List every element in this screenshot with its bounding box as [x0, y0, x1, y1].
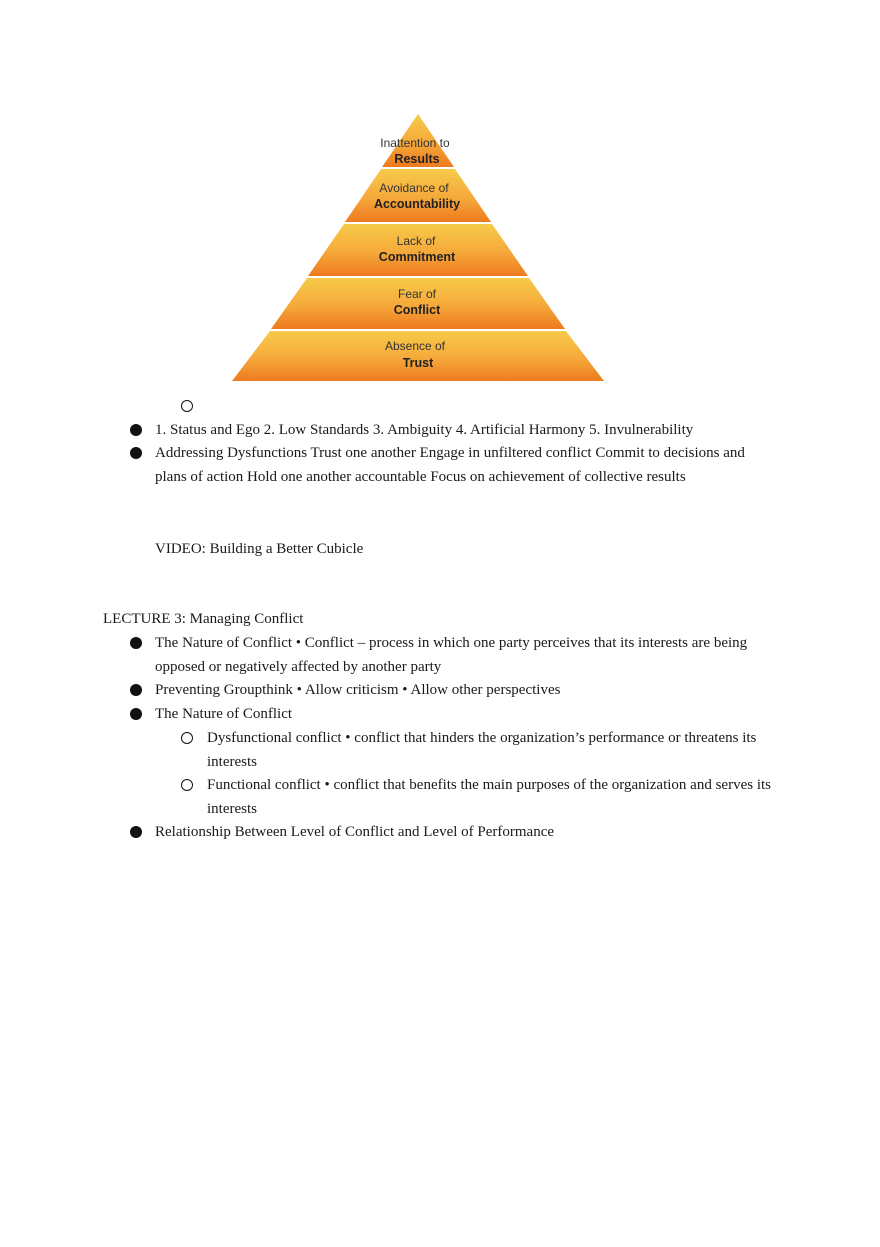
- addressing-dysfunctions-line-1: Addressing Dysfunctions Trust one another Engage in unfiltered conflict Commit to decisions and: [155, 445, 745, 461]
- conflict-performance-relationship-item: Relationship Between Level of Conflict and Level of Performance: [155, 824, 555, 840]
- bullet-marker: [130, 826, 142, 838]
- pyramid-label-3-bottom: Commitment: [378, 250, 456, 264]
- sub-bullet-marker: [181, 779, 193, 791]
- pyramid-label-1-top: Inattention to: [380, 136, 450, 150]
- pyramid-label-4-bottom: Conflict: [393, 303, 441, 317]
- pyramid-label-2-top: Avoidance of: [379, 181, 449, 195]
- dysfunctions-pyramid-figure: [228, 110, 608, 385]
- sub-bullet-marker: [181, 732, 193, 744]
- pyramid-label-5-top: Absence of: [384, 339, 446, 353]
- pyramid-label-3-top: Lack of: [396, 234, 436, 248]
- bullet-marker: [130, 637, 142, 649]
- dysfunctional-conflict-line-2: interests: [207, 754, 257, 770]
- bullet-marker: [130, 684, 142, 696]
- nature-of-conflict-definition-line-1: The Nature of Conflict • Conflict – process in which one party perceives that its interests are being: [155, 635, 748, 651]
- video-title: VIDEO: Building a Better Cubicle: [155, 541, 364, 557]
- addressing-dysfunctions-line-2: plans of action Hold one another accountable Focus on achievement of collective results: [155, 469, 686, 485]
- nature-of-conflict-item: The Nature of Conflict: [155, 706, 293, 722]
- functional-conflict-line-1: Functional conflict • conflict that benefits the main purposes of the organization and serves its: [207, 777, 771, 793]
- bullet-marker: [130, 708, 142, 720]
- bullet-marker: [130, 447, 142, 459]
- pyramid-label-2-bottom: Accountability: [373, 197, 461, 211]
- empty-sub-bullet: [181, 400, 193, 412]
- preventing-groupthink-item: Preventing Groupthink • Allow criticism • Allow other perspectives: [155, 682, 561, 698]
- dysfunctions-list-item: 1. Status and Ego 2. Low Standards 3. Ambiguity 4. Artificial Harmony 5. Invulnerability: [155, 422, 694, 438]
- pyramid-label-1-bottom: Results: [394, 152, 440, 166]
- functional-conflict-line-2: interests: [207, 801, 257, 817]
- lecture-heading: LECTURE 3: Managing Conflict: [103, 611, 304, 627]
- nature-of-conflict-definition-line-2: opposed or negatively affected by another party: [155, 659, 442, 675]
- bullet-marker: [130, 424, 142, 436]
- pyramid-label-4-top: Fear of: [397, 287, 437, 301]
- pyramid-graphic: [228, 110, 608, 385]
- dysfunctional-conflict-line-1: Dysfunctional conflict • conflict that hinders the organization’s performance or threatens its: [207, 730, 757, 746]
- pyramid-label-5-bottom: Trust: [402, 356, 434, 370]
